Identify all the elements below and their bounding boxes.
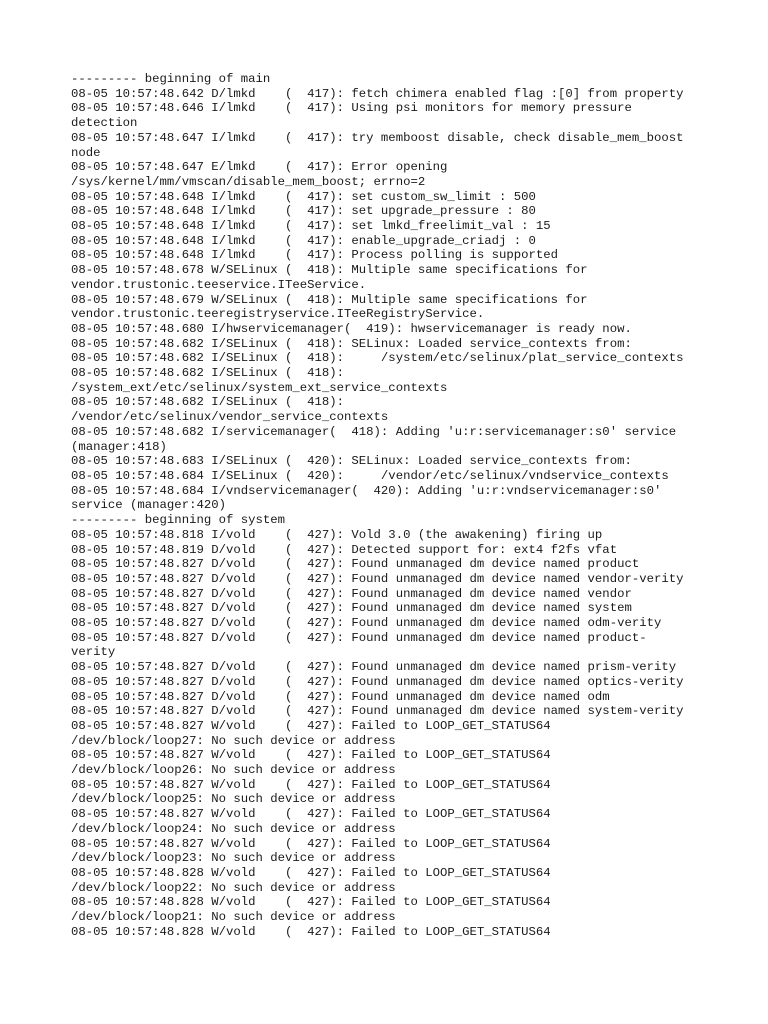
log-line: 08-05 10:57:48.827 D/vold ( 427): Found unmanaged dm device named system — [71, 601, 632, 616]
log-line: (manager:418) — [71, 439, 167, 454]
log-line: 08-05 10:57:48.680 I/hwservicemanager( 419): hwservicemanager is ready now. — [71, 321, 632, 336]
log-line: /vendor/etc/selinux/vendor_service_contexts — [71, 410, 389, 425]
log-line: vendor.trustonic.teeregistryservice.ITeeRegistryService. — [71, 307, 485, 322]
log-line: node — [71, 145, 101, 160]
log-line: 08-05 10:57:48.828 W/vold ( 427): Failed to LOOP_GET_STATUS64 — [71, 895, 551, 910]
log-line: 08-05 10:57:48.682 I/SELinux ( 418): SELinux: Loaded service_contexts from: — [71, 336, 632, 351]
log-document — [71, 72, 711, 939]
log-line: 08-05 10:57:48.827 W/vold ( 427): Failed to LOOP_GET_STATUS64 — [71, 718, 551, 733]
log-line: 08-05 10:57:48.648 I/lmkd ( 417): set lmkd_freelimit_val : 15 — [71, 219, 551, 234]
log-line: 08-05 10:57:48.682 I/SELinux ( 418): — [71, 366, 345, 381]
log-line: 08-05 10:57:48.647 E/lmkd ( 417): Error opening — [71, 160, 448, 175]
log-line: 08-05 10:57:48.828 W/vold ( 427): Failed to LOOP_GET_STATUS64 — [71, 924, 551, 939]
log-line: vendor.trustonic.teeservice.ITeeService. — [71, 277, 367, 292]
log-line: /dev/block/loop27: No such device or address — [71, 733, 396, 748]
log-line: /dev/block/loop22: No such device or address — [71, 880, 396, 895]
log-line: 08-05 10:57:48.827 D/vold ( 427): Found unmanaged dm device named product- — [71, 630, 647, 645]
log-line: 08-05 10:57:48.684 I/vndservicemanager( 420): Adding 'u:r:vndservicemanager:s0' — [71, 483, 662, 498]
log-line: 08-05 10:57:48.642 D/lmkd ( 417): fetch chimera enabled flag :[0] from property — [71, 86, 684, 101]
log-line: 08-05 10:57:48.827 D/vold ( 427): Found unmanaged dm device named product — [71, 557, 640, 572]
log-line: 08-05 10:57:48.648 I/lmkd ( 417): set custom_sw_limit : 500 — [71, 189, 536, 204]
log-line: 08-05 10:57:48.827 W/vold ( 427): Failed to LOOP_GET_STATUS64 — [71, 777, 551, 792]
log-line: 08-05 10:57:48.648 I/lmkd ( 417): Process polling is supported — [71, 248, 559, 263]
log-line: 08-05 10:57:48.648 I/lmkd ( 417): set upgrade_pressure : 80 — [71, 204, 536, 219]
log-line: 08-05 10:57:48.827 W/vold ( 427): Failed to LOOP_GET_STATUS64 — [71, 807, 551, 822]
log-line: 08-05 10:57:48.827 D/vold ( 427): Found unmanaged dm device named system-verity — [71, 704, 684, 719]
log-line: 08-05 10:57:48.683 I/SELinux ( 420): SELinux: Loaded service_contexts from: — [71, 454, 632, 469]
log-line: detection — [71, 116, 138, 131]
log-line: /dev/block/loop24: No such device or address — [71, 821, 396, 836]
log-line: 08-05 10:57:48.647 I/lmkd ( 417): try memboost disable, check disable_mem_boost — [71, 130, 684, 145]
log-line: 08-05 10:57:48.648 I/lmkd ( 417): enable_upgrade_criadj : 0 — [71, 233, 536, 248]
log-line: 08-05 10:57:48.679 W/SELinux ( 418): Multiple same specifications for — [71, 292, 588, 307]
log-line: 08-05 10:57:48.827 D/vold ( 427): Found unmanaged dm device named vendor-verity — [71, 571, 684, 586]
log-line: verity — [71, 645, 116, 660]
log-line: 08-05 10:57:48.684 I/SELinux ( 420): /vendor/etc/selinux/vndservice_contexts — [71, 468, 669, 483]
log-line: 08-05 10:57:48.678 W/SELinux ( 418): Multiple same specifications for — [71, 263, 588, 278]
log-line: /sys/kernel/mm/vmscan/disable_mem_boost; errno=2 — [71, 174, 426, 189]
log-line: 08-05 10:57:48.682 I/SELinux ( 418): /system/etc/selinux/plat_service_contexts — [71, 351, 684, 366]
log-line: 08-05 10:57:48.827 W/vold ( 427): Failed to LOOP_GET_STATUS64 — [71, 836, 551, 851]
log-line: 08-05 10:57:48.827 W/vold ( 427): Failed to LOOP_GET_STATUS64 — [71, 748, 551, 763]
log-line: 08-05 10:57:48.827 D/vold ( 427): Found unmanaged dm device named optics-verity — [71, 674, 684, 689]
log-section-header: --------- beginning of system — [71, 513, 286, 528]
log-section-header: --------- beginning of main — [71, 72, 271, 86]
log-line: 08-05 10:57:48.827 D/vold ( 427): Found unmanaged dm device named vendor — [71, 586, 632, 601]
log-line: 08-05 10:57:48.828 W/vold ( 427): Failed to LOOP_GET_STATUS64 — [71, 865, 551, 880]
log-line: 08-05 10:57:48.827 D/vold ( 427): Found unmanaged dm device named odm-verity — [71, 616, 662, 631]
log-line: /system_ext/etc/selinux/system_ext_service_contexts — [71, 380, 448, 395]
log-line: 08-05 10:57:48.682 I/servicemanager( 418): Adding 'u:r:servicemanager:s0' service — [71, 424, 677, 439]
log-line: 08-05 10:57:48.819 D/vold ( 427): Detected support for: ext4 f2fs vfat — [71, 542, 618, 557]
log-line: 08-05 10:57:48.682 I/SELinux ( 418): — [71, 395, 345, 410]
log-line: 08-05 10:57:48.827 D/vold ( 427): Found unmanaged dm device named prism-verity — [71, 660, 677, 675]
log-line: 08-05 10:57:48.818 I/vold ( 427): Vold 3.0 (the awakening) firing up — [71, 527, 603, 542]
log-line: 08-05 10:57:48.646 I/lmkd ( 417): Using psi monitors for memory pressure — [71, 101, 632, 116]
log-line: /dev/block/loop26: No such device or address — [71, 763, 396, 778]
log-line: service (manager:420) — [71, 498, 226, 513]
log-line: 08-05 10:57:48.827 D/vold ( 427): Found unmanaged dm device named odm — [71, 689, 610, 704]
log-line: /dev/block/loop21: No such device or address — [71, 910, 396, 925]
log-line: /dev/block/loop23: No such device or address — [71, 851, 396, 866]
log-line: /dev/block/loop25: No such device or address — [71, 792, 396, 807]
